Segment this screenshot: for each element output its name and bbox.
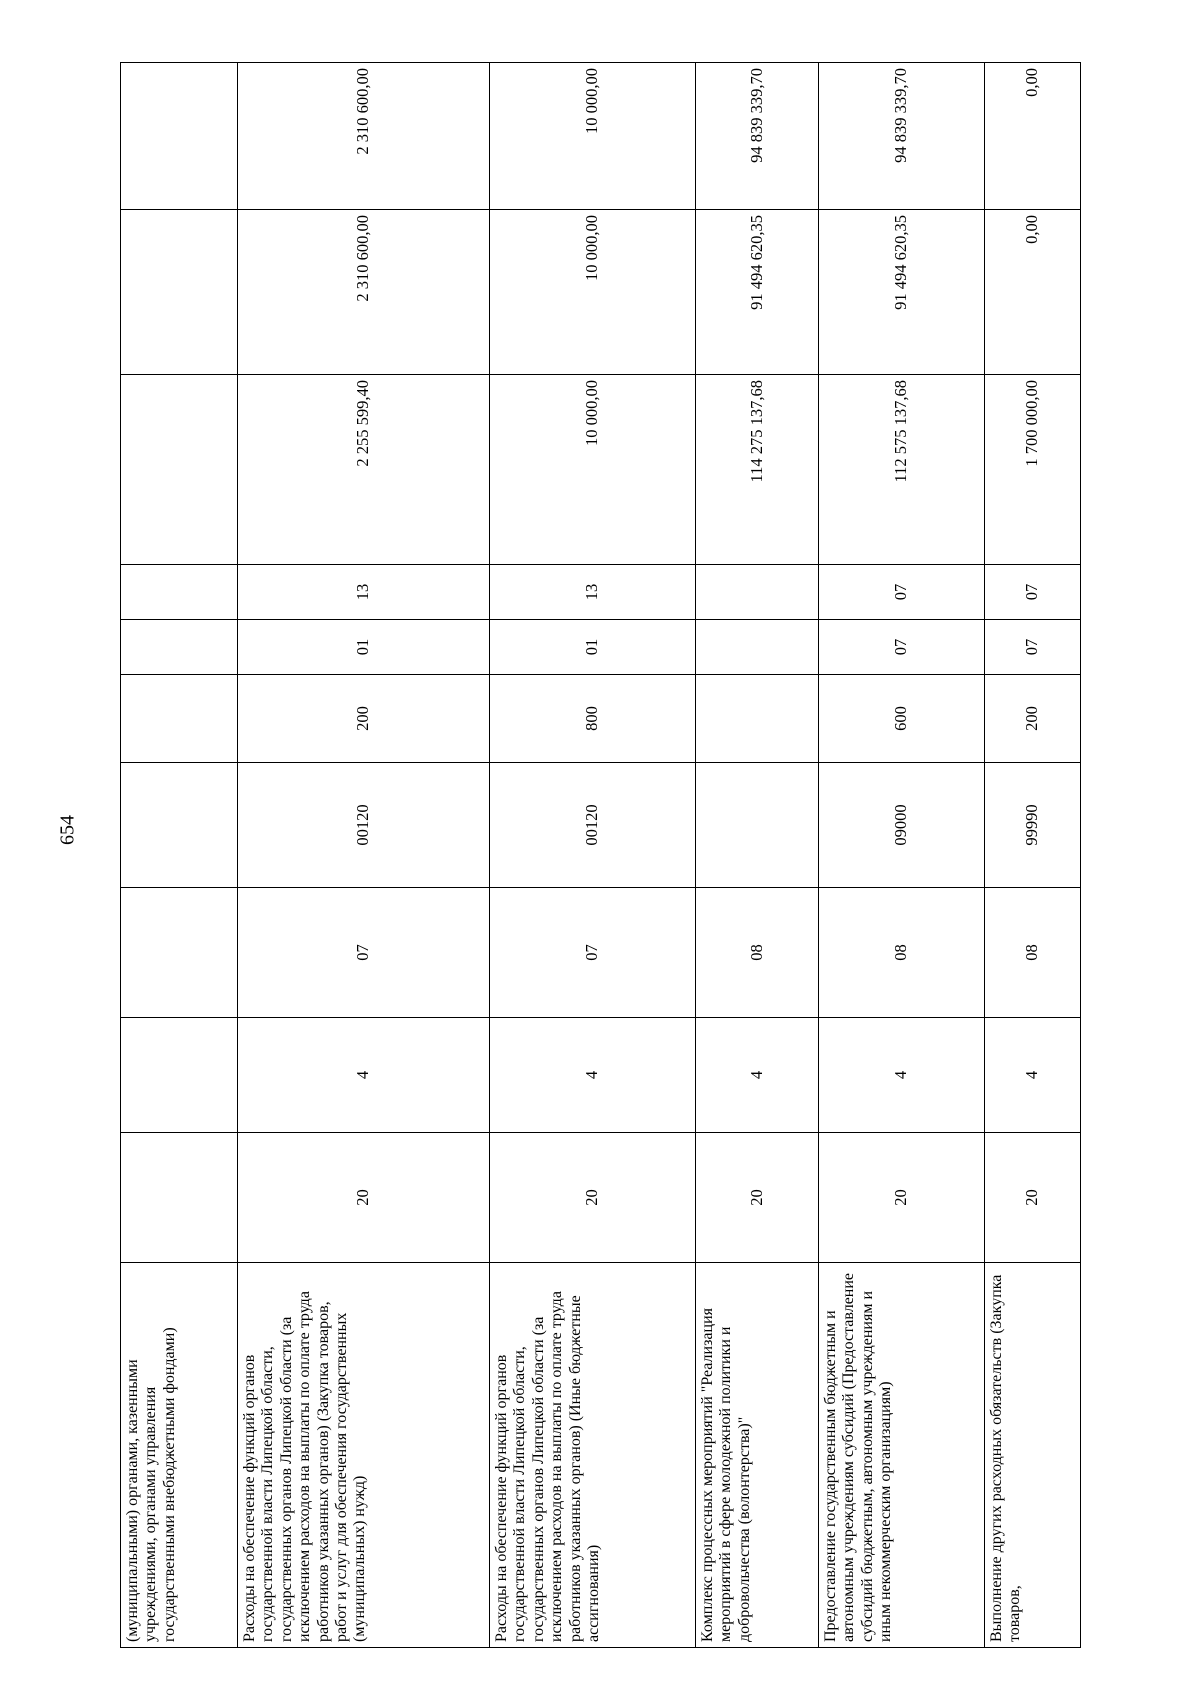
amount-cell: 0,00 [985, 210, 1081, 375]
code-cell [121, 888, 238, 1018]
amount-cell: 94 839 339,70 [819, 63, 985, 210]
code-cell: 01 [238, 620, 490, 675]
row-description: Комплекс процессных мероприятий "Реализация мероприятий в сфере молодежной политики и добровольчества (волонтерства)" [696, 1263, 819, 1648]
code-cell: 09000 [819, 763, 985, 888]
code-cell [121, 620, 238, 675]
table-row [490, 63, 696, 1648]
budget-table [120, 62, 1081, 1648]
code-cell: 800 [490, 675, 696, 763]
code-cell: 07 [819, 620, 985, 675]
code-cell: 07 [238, 888, 490, 1018]
code-cell: 08 [696, 888, 819, 1018]
amount-cell: 114 275 137,68 [696, 375, 819, 565]
code-cell [121, 1133, 238, 1263]
code-cell: 07 [490, 888, 696, 1018]
amount-cell: 10 000,00 [490, 375, 696, 565]
code-cell: 13 [490, 565, 696, 620]
table-row [238, 63, 490, 1648]
amount-cell: 91 494 620,35 [696, 210, 819, 375]
row-description: Расходы на обеспечение функций органов государственной власти Липецкой области, государственных органов Липецкой области (за исключением расходов на выплаты по оплате труда работников указанных органов) (Закупка товаров, работ и услуг для обеспечения государственных (муниципальных) нужд) [238, 1263, 490, 1648]
amount-cell [121, 210, 238, 375]
code-cell: 00120 [238, 763, 490, 888]
code-cell: 4 [238, 1018, 490, 1133]
code-cell: 200 [985, 675, 1081, 763]
amount-cell: 94 839 339,70 [696, 63, 819, 210]
amount-cell: 0,00 [985, 63, 1081, 210]
amount-cell: 2 310 600,00 [238, 210, 490, 375]
code-cell: 20 [490, 1133, 696, 1263]
amount-cell: 2 310 600,00 [238, 63, 490, 210]
amount-cell: 112 575 137,68 [819, 375, 985, 565]
amount-cell: 1 700 000,00 [985, 375, 1081, 565]
code-cell [696, 565, 819, 620]
code-cell [121, 675, 238, 763]
code-cell: 01 [490, 620, 696, 675]
code-cell [121, 565, 238, 620]
amount-cell [121, 63, 238, 210]
code-cell: 08 [819, 888, 985, 1018]
code-cell: 20 [985, 1133, 1081, 1263]
code-cell [121, 1018, 238, 1133]
code-cell: 600 [819, 675, 985, 763]
row-description: Выполнение других расходных обязательств (Закупка товаров, [985, 1263, 1081, 1648]
row-description: Предоставление государственным бюджетным и автономным учреждениям субсидий (Предоставление субсидий бюджетным, автономным учреждениям и иным некоммерческим организациям) [819, 1263, 985, 1648]
code-cell: 4 [985, 1018, 1081, 1133]
amount-cell: 91 494 620,35 [819, 210, 985, 375]
code-cell: 20 [819, 1133, 985, 1263]
rotated-page [120, 63, 1080, 1648]
code-cell: 13 [238, 565, 490, 620]
table-row [696, 63, 819, 1648]
table-row [121, 63, 238, 1648]
code-cell [696, 763, 819, 888]
amount-cell: 2 255 599,40 [238, 375, 490, 565]
code-cell [696, 620, 819, 675]
code-cell [121, 763, 238, 888]
code-cell: 08 [985, 888, 1081, 1018]
code-cell: 07 [985, 620, 1081, 675]
page-number: 654 [56, 815, 79, 845]
code-cell: 20 [238, 1133, 490, 1263]
code-cell: 4 [696, 1018, 819, 1133]
code-cell: 99990 [985, 763, 1081, 888]
code-cell: 07 [985, 565, 1081, 620]
table-row [985, 63, 1081, 1648]
code-cell: 20 [696, 1133, 819, 1263]
amount-cell [121, 375, 238, 565]
row-description: (муниципальными) органами, казенными учреждениями, органами управления государственными внебюджетными фондами) [121, 1263, 238, 1648]
code-cell: 00120 [490, 763, 696, 888]
code-cell: 200 [238, 675, 490, 763]
amount-cell: 10 000,00 [490, 210, 696, 375]
code-cell [696, 675, 819, 763]
code-cell: 07 [819, 565, 985, 620]
table-row [819, 63, 985, 1648]
code-cell: 4 [819, 1018, 985, 1133]
code-cell: 4 [490, 1018, 696, 1133]
row-description: Расходы на обеспечение функций органов государственной власти Липецкой области, государственных органов Липецкой области (за исключением расходов на выплаты по оплате труда работников указанных органов) (Иные бюджетные ассигнования) [490, 1263, 696, 1648]
amount-cell: 10 000,00 [490, 63, 696, 210]
